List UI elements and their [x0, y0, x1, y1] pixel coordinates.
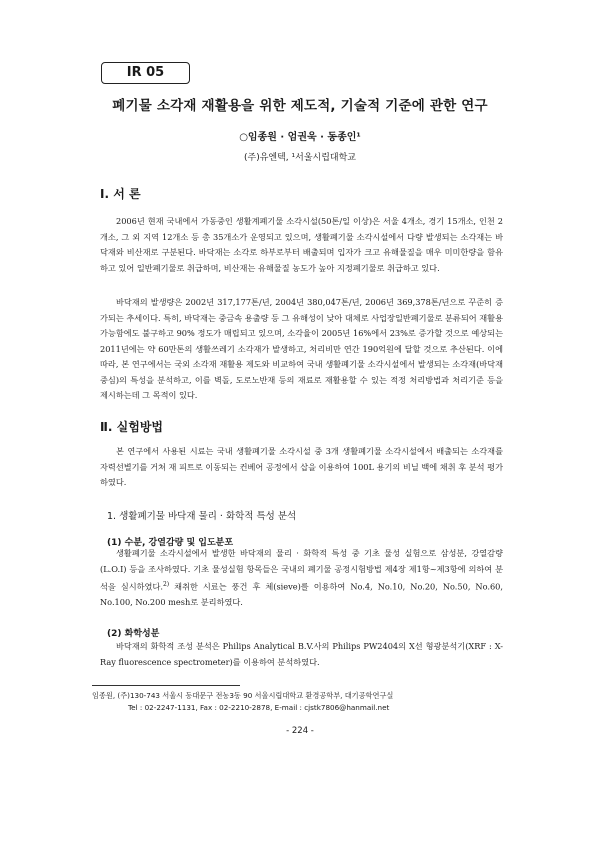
methods-paragraph-1: 본 연구에서 사용된 시료는 국내 생활폐기물 소각시설 중 3개 생활폐기물 소각시설에서 배출되는 소각재를 자력선별기를 거쳐 재 피트로 이동되는 컨베어 공정에서 삽을 이용하여 100L 용기의 비닐 백에 채취 후 분석 평가하였다.: [100, 446, 503, 487]
paper-title: 폐기물 소각재 재활용을 위한 제도적, 기술적 기준에 관한 연구: [112, 98, 488, 114]
section-heading-methods: Ⅱ. 실험방법: [100, 420, 164, 434]
author-list: ○임종원 · 엄권욱 · 동종인¹: [239, 132, 361, 143]
section-heading-introduction: Ⅰ. 서 론: [100, 187, 141, 201]
paper-id-tag: IR 05: [101, 62, 190, 84]
footnote-contact: Tel : 02-2247-1131, Fax : 02-2210-2878, E-mail : cjstk7806@hanmail.net: [128, 703, 390, 712]
footnote-address: 임종원, (주)130-743 서울시 동대문구 전농3동 90 서울시립대학교 환경공학부, 대기공학연구실: [92, 691, 394, 700]
affiliation: (주)유엔텍, ¹서울시립대학교: [244, 153, 356, 163]
subsubsection-heading-moisture: (1) 수분, 강열감량 및 입도분포: [107, 538, 234, 548]
methods-paragraph-2-text-b: 채취한 시료는 풍건 후 체(sieve)를 이용하여 No.4, No.10, No.20, No.50, No.60, No.100, No.200 mesh로 분리하였다.: [100, 581, 503, 608]
footnote-divider: [92, 685, 240, 686]
subsubsection-heading-chemical: (2) 화학성분: [107, 629, 160, 639]
methods-paragraph-2: [100, 546, 503, 611]
reference-marker: 2): [162, 581, 170, 588]
intro-paragraph-1: 2006년 현재 국내에서 가동중인 생활계폐기물 소각시설(50톤/일 이상)은 서울 4개소, 경기 15개소, 인천 2개소, 그 외 지역 12개소 등 총 35개소가 운영되고 있으며, 생활폐기물 소각시설에서 다량 발생되는 소각재는 바닥재와 비산재로 구분된다. 바닥재는 소각로 하부로부터 배출되며 입자가 크고 유해물질을 매우 미미한량을 함유하고 있어 일반폐기물로 취급하며, 비산재는 유해물질 농도가 높아 지정폐기물로 취급하고 있다.: [100, 216, 503, 273]
methods-paragraph-3: 바닥재의 화학적 조성 분석은 Philips Analytical B.V.사의 Philips PW2404의 X선 형광분석기(XRF : X-Ray fluorescence spectrometer)를 이용하여 분석하였다.: [100, 641, 503, 667]
footnote: [92, 690, 512, 714]
subsection-heading-properties: 1. 생활폐기물 바닥재 물리 · 화학적 특성 분석: [107, 511, 297, 522]
methods-paragraph-2-text-a: 생활폐기물 소각시설에서 발생한 바닥재의 물리 · 화학적 특성 중 기초 물성 실험으로 삼성분, 강열감량(L.O.I) 등을 조사하였다. 기초 물성실험 항목들은 국내의 폐기물 공정시험방법 제4장 제1항~제3항에 의하여 분석을 실시하였다.: [100, 548, 503, 592]
page-number: - 224 -: [286, 726, 314, 736]
intro-paragraph-2: 바닥재의 발생량은 2002년 317,177톤/년, 2004년 380,047톤/년, 2006년 369,378톤/년으로 꾸준히 증가되는 추세이다. 특히, 바닥재는 중금속 용출량 등 그 유해성이 낮아 대체로 사업장일반폐기물로 분류되어 재활용 가능함에도 불구하고 90% 정도가 매립되고 있으며, 소각율이 2005년 16%에서 23%로 증가할 것으로 예상되는 2011년에는 약 60만톤의 생활쓰레기 소각재가 발생하고, 처리비만 연간 190억원에 달할 것으로 추산된다. 이에 따라, 본 연구에서는 국외 소각재 재활용 제도와 비교하여 국내 생활폐기물 소각시설에서 발생되는 소각재(바닥재 중심)의 특성을 분석하고, 이를 벽돌, 도로노반재 등의 재료로 재활용할 수 있는 적정 처리방법과 처리기준 등을 제시하는데 그 목적이 있다.: [100, 297, 503, 400]
